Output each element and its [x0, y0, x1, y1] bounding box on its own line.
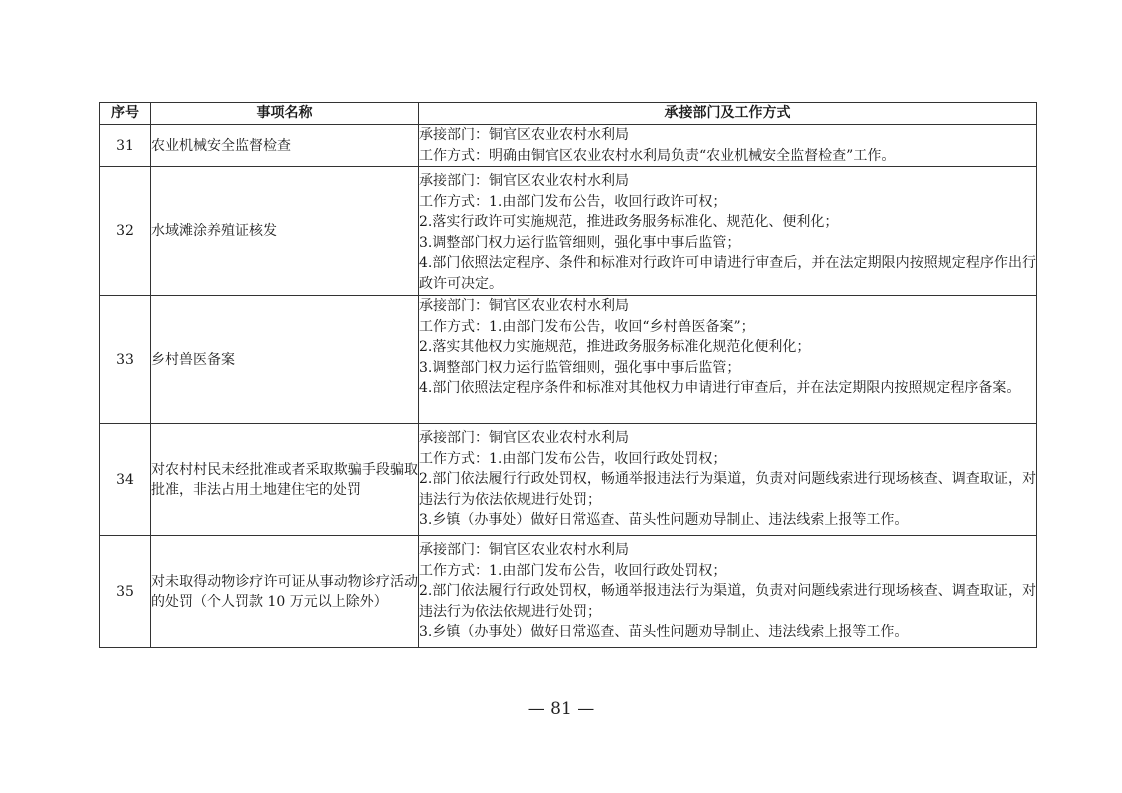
row-name: 对农村村民未经批准或者采取欺骗手段骗取批准，非法占用土地建住宅的处罚: [151, 424, 419, 536]
row-dept: [419, 167, 1037, 296]
dept-line: 3.调整部门权力运行监管细则，强化事中事后监管；: [419, 234, 741, 251]
header-dept: 承接部门及工作方式: [419, 103, 1037, 125]
dept-line: 2.部门依法履行行政处罚权，畅通举报违法行为渠道，负责对问题线索进行现场核查、调查取证，对违法行为依法依规进行处罚；: [419, 471, 1036, 508]
row-num: 33: [100, 296, 151, 424]
dept-line: 4.部门依照法定程序条件和标准对其他权力申请进行审查后，并在法定期限内按照规定程序备案。: [419, 380, 1021, 396]
row-num: 34: [100, 424, 151, 536]
row-num: 32: [100, 167, 151, 296]
table-row: [100, 125, 1037, 167]
table-row: [100, 167, 1037, 296]
table-row: [100, 424, 1037, 536]
row-dept: [419, 296, 1037, 424]
items-table: [99, 102, 1037, 648]
table-row: [100, 536, 1037, 648]
dept-line: 3.乡镇（办事处）做好日常巡查、苗头性问题劝导制止、违法线索上报等工作。: [419, 512, 909, 528]
row-name: 农业机械安全监督检查: [151, 125, 419, 167]
dept-line: 工作方式：1.由部门发布公告，收回行政处罚权；: [419, 450, 727, 467]
dept-line: 承接部门：铜官区农业农村水利局: [419, 173, 629, 189]
dept-line: 承接部门：铜官区农业农村水利局: [419, 127, 629, 143]
header-name: 事项名称: [151, 103, 419, 125]
row-dept: [419, 536, 1037, 648]
table-row: [100, 296, 1037, 424]
dept-line: 承接部门：铜官区农业农村水利局: [419, 298, 629, 314]
row-name: 水域滩涂养殖证核发: [151, 167, 419, 296]
dept-line: 3.乡镇（办事处）做好日常巡查、苗头性问题劝导制止、违法线索上报等工作。: [419, 624, 909, 640]
row-name: 乡村兽医备案: [151, 296, 419, 424]
dept-line: 承接部门：铜官区农业农村水利局: [419, 542, 629, 558]
row-name: 对未取得动物诊疗许可证从事动物诊疗活动的处罚（个人罚款 10 万元以上除外）: [151, 536, 419, 648]
row-num: 31: [100, 125, 151, 167]
dept-line: 工作方式：1.由部门发布公告，收回行政许可权；: [419, 193, 727, 210]
table-header-row: [100, 103, 1037, 125]
dept-line: 4.部门依照法定程序、条件和标准对行政许可申请进行审查后，并在法定期限内按照规定程序作出行政许可决定。: [419, 255, 1036, 292]
dept-line: 2.部门依法履行行政处罚权，畅通举报违法行为渠道，负责对问题线索进行现场核查、调查取证，对违法行为依法依规进行处罚；: [419, 583, 1036, 620]
dept-line: 承接部门：铜官区农业农村水利局: [419, 430, 629, 446]
row-dept: [419, 424, 1037, 536]
row-num: 35: [100, 536, 151, 648]
dept-line: 2.落实行政许可实施规范，推进政务服务标准化、规范化、便利化；: [419, 214, 839, 230]
header-num: 序号: [100, 103, 151, 125]
dept-line: 3.调整部门权力运行监管细则，强化事中事后监管；: [419, 359, 741, 376]
row-dept: [419, 125, 1037, 167]
dept-line: 工作方式：1.由部门发布公告，收回行政处罚权；: [419, 562, 727, 579]
page-number: — 81 —: [527, 699, 595, 719]
dept-line: 工作方式：明确由铜官区农业农村水利局负责“农业机械安全监督检查”工作。: [419, 147, 896, 164]
dept-line: 工作方式：1.由部门发布公告，收回“乡村兽医备案”；: [419, 318, 755, 335]
dept-line: 2.落实其他权力实施规范，推进政务服务标准化规范化便利化；: [419, 339, 811, 355]
